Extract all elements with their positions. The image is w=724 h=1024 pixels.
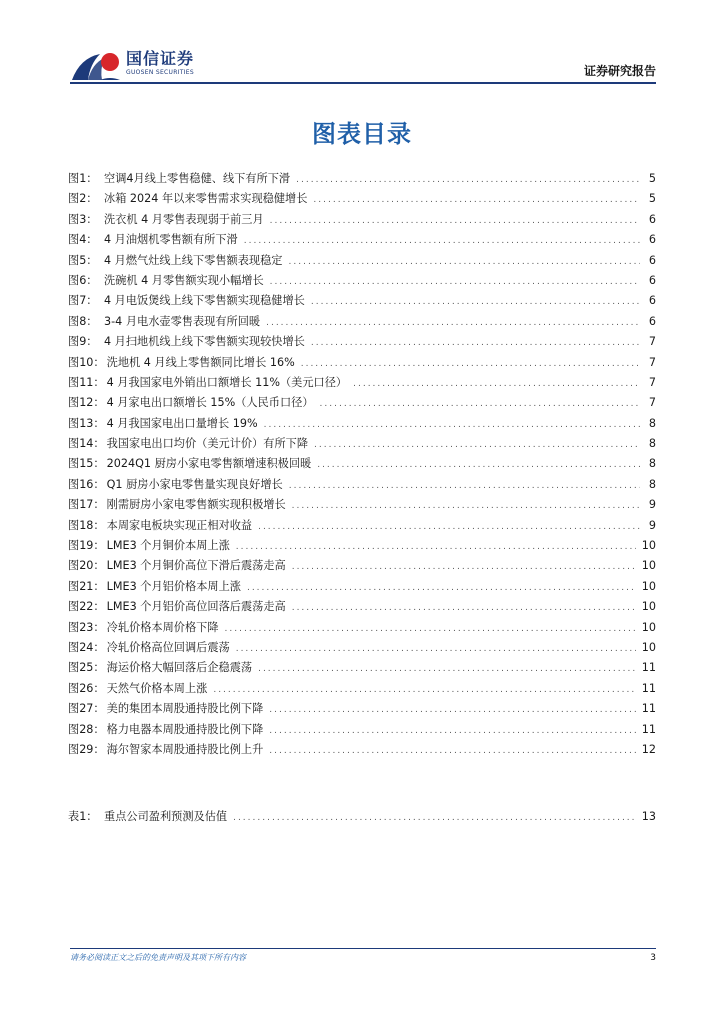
leader-dots (314, 440, 640, 450)
toc-entry-figure[interactable] (68, 252, 656, 272)
entry-title: Q1 厨房小家电零售量实现良好增长 (106, 477, 283, 491)
leader-dots (296, 175, 640, 185)
entry-title: 4 月油烟机零售额有所下滑 (104, 233, 238, 247)
leader-dots (313, 195, 640, 205)
entry-page-number: 9 (648, 518, 656, 532)
entry-page-number: 11 (641, 681, 656, 695)
toc-entry-figure[interactable] (68, 292, 656, 312)
leader-dots (292, 501, 640, 511)
entry-label: 图14： (68, 437, 105, 451)
toc-entry-figure[interactable] (68, 721, 656, 741)
entry-page-number: 8 (648, 416, 656, 430)
entry-page-number: 8 (648, 477, 656, 491)
entry-label: 图11： (68, 375, 105, 389)
entry-page-number: 6 (648, 212, 656, 226)
toc-entry-figure[interactable] (68, 680, 656, 700)
entry-title: 冷轧价格本周价格下降 (106, 620, 219, 634)
leader-dots (270, 216, 640, 226)
toc-entry-figure[interactable] (68, 619, 656, 639)
entry-title: 洗地机 4 月线上零售额同比增长 16% (106, 355, 295, 369)
entry-title: LME3 个月铝价高位回落后震荡走高 (106, 600, 286, 614)
toc-entry-figure[interactable] (68, 700, 656, 720)
entry-title: 4 月家电出口额增长 15%（人民币口径） (106, 396, 314, 410)
entry-page-number: 6 (648, 294, 656, 308)
entry-page-number: 7 (648, 335, 656, 349)
entry-title: 空调4月线上零售稳健、线下有所下滑 (104, 172, 291, 185)
entry-label: 图15： (68, 457, 105, 471)
entry-page-number: 6 (648, 253, 656, 267)
entry-label: 图28： (68, 722, 105, 736)
entry-title: 3-4 月电水壶零售表现有所回暖 (104, 314, 261, 328)
entry-title: 刚需厨房小家电零售额实现积极增长 (106, 498, 286, 512)
entry-label: 图4： (68, 233, 98, 247)
entry-title: 我国家电出口均价（美元计价）有所下降 (106, 437, 309, 451)
toc-entry-figure[interactable] (68, 190, 656, 210)
entry-label: 图9： (68, 335, 98, 349)
entry-page-number: 10 (641, 600, 656, 614)
leader-dots (301, 359, 640, 369)
leader-dots (311, 297, 640, 307)
entry-label: 图8： (68, 314, 98, 328)
entry-page-number: 9 (648, 498, 656, 512)
entry-label: 图24： (68, 640, 105, 654)
entry-label: 图6： (68, 273, 98, 287)
toc-entry-figure[interactable] (68, 211, 656, 231)
leader-dots (269, 726, 635, 736)
entry-page-number: 7 (648, 396, 656, 410)
entry-title: 4 月扫地机线上线下零售额实现较快增长 (104, 335, 305, 349)
toc-entry-figure[interactable] (68, 394, 656, 414)
leader-dots (236, 542, 636, 552)
toc-entry-figure[interactable] (68, 598, 656, 618)
leader-dots (258, 664, 636, 674)
entry-title: 2024Q1 厨房小家电零售额增速积极回暖 (106, 457, 312, 471)
entry-label: 图20： (68, 559, 105, 573)
leader-dots (236, 644, 636, 654)
disclaimer-text: 请务必阅读正文之后的免责声明及其项下所有内容 (70, 953, 246, 962)
toc-entry-figure[interactable] (68, 639, 656, 659)
toc-entry-table[interactable] (68, 808, 656, 828)
entry-page-number: 10 (641, 640, 656, 654)
toc-entry-figure[interactable] (68, 455, 656, 475)
toc-entry-figure[interactable] (68, 231, 656, 251)
entry-label: 图1： (68, 172, 98, 185)
entry-page-number: 7 (648, 375, 656, 389)
entry-label: 图27： (68, 702, 105, 716)
entry-label: 图17： (68, 498, 105, 512)
page-number: 3 (650, 953, 656, 963)
entry-page-number: 5 (648, 172, 656, 185)
leader-dots (289, 257, 641, 267)
entry-label: 图10： (68, 355, 105, 369)
entry-label: 图2： (68, 192, 98, 206)
leader-dots (247, 583, 636, 593)
guosen-logo-icon (70, 50, 122, 84)
entry-page-number: 10 (641, 539, 656, 553)
entry-page-number: 13 (641, 810, 656, 823)
entry-page-number: 8 (648, 457, 656, 471)
toc-entry-figure[interactable] (68, 537, 656, 557)
toc-entry-figure[interactable] (68, 170, 656, 190)
entry-page-number: 11 (641, 661, 656, 675)
entry-label: 图22： (68, 600, 105, 614)
entry-title: 4 月电饭煲线上线下零售额实现稳健增长 (104, 294, 305, 308)
entry-label: 表1： (68, 810, 98, 823)
table-list (68, 808, 656, 828)
leader-dots (292, 562, 636, 572)
company-logo (70, 50, 194, 84)
logo-chinese-name: 国信证券 (126, 49, 195, 68)
entry-title: 美的集团本周股通持股比例下降 (106, 702, 264, 716)
page-title: 图表目录 (312, 120, 412, 148)
toc-entry-figure[interactable] (68, 578, 656, 598)
entry-title: 洗衣机 4 月零售表现弱于前三月 (104, 212, 264, 226)
leader-dots (317, 460, 640, 470)
entry-page-number: 6 (648, 314, 656, 328)
leader-dots (292, 603, 636, 613)
entry-title: 4 月我国家电外销出口额增长 11%（美元口径） (106, 375, 348, 389)
report-type-label: 证券研究报告 (583, 64, 656, 78)
entry-title: 天然气价格本周上涨 (106, 681, 208, 695)
entry-label: 图13： (68, 416, 105, 430)
entry-label: 图5： (68, 253, 98, 267)
toc-entry-figure[interactable] (68, 476, 656, 496)
entry-title: 本周家电板块实现正相对收益 (106, 518, 253, 532)
figure-list (68, 170, 656, 761)
entry-page-number: 10 (641, 579, 656, 593)
entry-label: 图16： (68, 477, 105, 491)
entry-label: 图21： (68, 579, 105, 593)
entry-title: 重点公司盈利预测及估值 (104, 810, 228, 823)
leader-dots (233, 813, 636, 823)
entry-title: LME3 个月铜价本周上涨 (106, 539, 230, 553)
entry-label: 图23： (68, 620, 105, 634)
logo-english-name: GUOSEN SECURITIES (126, 69, 195, 76)
entry-label: 图12： (68, 396, 105, 410)
entry-title: 海运价格大幅回落后企稳震荡 (106, 661, 253, 675)
leader-dots (213, 685, 635, 695)
entry-page-number: 6 (648, 273, 656, 287)
entry-label: 图18： (68, 518, 105, 532)
entry-title: 4 月燃气灶线上线下零售额表现稳定 (104, 253, 283, 267)
toc-entry-figure[interactable] (68, 435, 656, 455)
entry-page-number: 5 (648, 192, 656, 206)
entry-page-number: 12 (641, 742, 656, 756)
entry-label: 图19： (68, 539, 105, 553)
entry-label: 图26： (68, 681, 105, 695)
toc-entry-figure[interactable] (68, 272, 656, 292)
header-divider (70, 82, 656, 84)
entry-page-number: 11 (641, 702, 656, 716)
page-header (70, 50, 656, 86)
leader-dots (258, 522, 640, 532)
entry-title: 4 月我国家电出口量增长 19% (106, 416, 258, 430)
entry-page-number: 10 (641, 559, 656, 573)
entry-page-number: 7 (648, 355, 656, 369)
leader-dots (320, 399, 640, 409)
entry-page-number: 8 (648, 437, 656, 451)
entry-title: 海尔智家本周股通持股比例上升 (106, 742, 264, 756)
toc-entry-figure[interactable] (68, 313, 656, 333)
toc-entry-figure[interactable] (68, 517, 656, 537)
entry-page-number: 6 (648, 233, 656, 247)
entry-page-number: 10 (641, 620, 656, 634)
entry-title: LME3 个月铝价格本周上涨 (106, 579, 241, 593)
entry-label: 图29： (68, 742, 105, 756)
leader-dots (264, 420, 640, 430)
entry-label: 图25： (68, 661, 105, 675)
entry-title: 洗碗机 4 月零售额实现小幅增长 (104, 273, 264, 287)
leader-dots (266, 318, 640, 328)
toc-entry-figure[interactable] (68, 374, 656, 394)
leader-dots (269, 746, 635, 756)
leader-dots (289, 481, 640, 491)
entry-title: LME3 个月铜价高位下滑后震荡走高 (106, 559, 286, 573)
leader-dots (353, 379, 640, 389)
leader-dots (269, 705, 635, 715)
entry-title: 冷轧价格高位回调后震荡 (106, 640, 230, 654)
toc-entry-figure[interactable] (68, 659, 656, 679)
entry-label: 图3： (68, 212, 98, 226)
footer-divider (70, 948, 656, 949)
toc-entry-figure[interactable] (68, 333, 656, 353)
entry-label: 图7： (68, 294, 98, 308)
leader-dots (311, 338, 640, 348)
leader-dots (270, 277, 640, 287)
leader-dots (244, 236, 640, 246)
entry-title: 冰箱 2024 年以来零售需求实现稳健增长 (104, 192, 308, 206)
entry-page-number: 11 (641, 722, 656, 736)
leader-dots (225, 624, 636, 634)
toc-entry-figure[interactable] (68, 496, 656, 516)
toc-entry-figure[interactable] (68, 557, 656, 577)
entry-title: 格力电器本周股通持股比例下降 (106, 722, 264, 736)
toc-entry-figure[interactable] (68, 741, 656, 761)
toc-entry-figure[interactable] (68, 354, 656, 374)
toc-entry-figure[interactable] (68, 415, 656, 435)
